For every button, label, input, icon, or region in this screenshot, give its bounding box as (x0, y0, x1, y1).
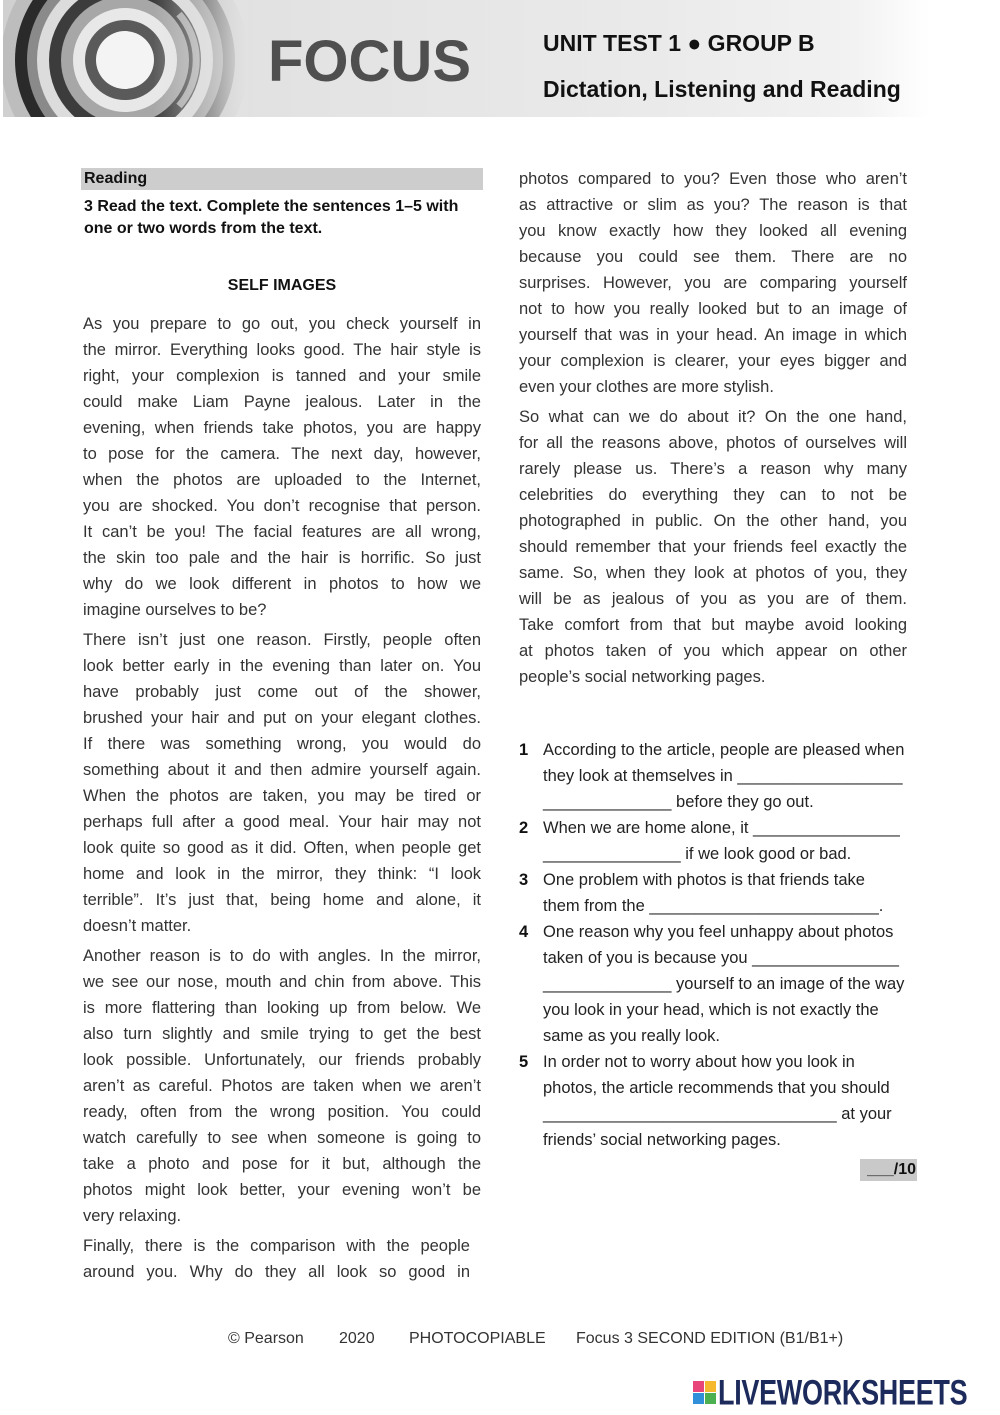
text-line: have probably just come out of the shower, (83, 683, 481, 701)
text-line: When the photos are taken, you may be tired or (83, 787, 481, 805)
text-line: photos compared to you? Even those who aren’t (519, 170, 907, 188)
text-line: the mirror. Everything looks good. The hair style is (83, 341, 481, 359)
question-number: 2 (519, 819, 529, 837)
text-line: even your clothes are more stylish. (519, 378, 774, 396)
text-line: perhaps full after a good meal. Your hair may not (83, 813, 481, 831)
text-line: right, your complexion is tanned and your smile (83, 367, 481, 385)
header-banner (3, 0, 930, 117)
text-line: your complexion is clearer, your eyes bigger and (519, 352, 907, 370)
text-line: surprises. However, you are comparing yourself (519, 274, 907, 292)
text-line: as attractive or slim as you? The reason is that (519, 196, 907, 214)
question-number: 1 (519, 741, 529, 759)
footer-year: 2020 (339, 1330, 375, 1347)
section-heading (81, 168, 483, 190)
question-text-line: them from the _________________________. (543, 897, 884, 915)
text-line: something about it and then admire yourself again. (83, 761, 481, 779)
text-line: So what can we do about it? On the one hand, (519, 408, 907, 426)
question-item (519, 737, 919, 815)
text-line: photographed in public. On the other hand, you (519, 512, 907, 530)
text-line: Another reason is to do with angles. In the mirror, (83, 947, 481, 965)
footer-edition: Focus 3 SECOND EDITION (B1/B1+) (576, 1330, 844, 1347)
article-paragraph (83, 943, 481, 1229)
text-line: look quite so good as it did. Often, when people get (83, 839, 481, 857)
text-line: As you prepare to go out, you check yourself in (83, 315, 481, 333)
article-column-left (83, 311, 481, 1289)
question-list (519, 737, 919, 1153)
question-text-line: photos, the article recommends that you should (543, 1079, 890, 1097)
article-title: SELF IMAGES (227, 277, 337, 294)
text-line: celebrities do everything they can to not be (519, 486, 907, 504)
text-line: the skin too pale and the hair is horrific. So just (83, 549, 481, 567)
liveworksheets-logo-icon (693, 1381, 716, 1404)
question-text-line: ________________________________ at your (543, 1105, 892, 1123)
focus-logo: FOCUS (268, 29, 471, 94)
text-line: It can’t be you! The facial features are all wrong, (83, 523, 481, 541)
text-line: will be as jealous of you as you are of them. (519, 590, 907, 608)
text-line: imagine ourselves to be? (83, 601, 267, 619)
article-paragraph (83, 627, 481, 939)
text-line: look possible. Unfortunately, our friends probably (83, 1051, 481, 1069)
question-text-line: One reason why you feel unhappy about photos (543, 923, 894, 941)
text-line: home and look in the mirror, they think: “I look (83, 865, 481, 883)
question-text-line: taken of you is because you ________________ (543, 949, 899, 967)
question-text-line: you look in your head, which is not exactly the (543, 1001, 879, 1019)
question-item (519, 867, 919, 919)
footer-notice: PHOTOCOPIABLE (409, 1330, 546, 1347)
text-line: people’s social networking pages. (519, 668, 766, 686)
logo-tile (705, 1381, 716, 1392)
text-line: also turn slightly and smile trying to get the best (83, 1025, 481, 1043)
text-line: Finally, there is the comparison with the people (83, 1237, 470, 1255)
camera-lens-icon (3, 0, 248, 117)
text-line: we see our nose, mouth and chin from above. This (83, 973, 481, 991)
question-number: 5 (519, 1053, 529, 1071)
logo-tile (705, 1393, 716, 1404)
text-line: you know exactly how they looked all evening (519, 222, 907, 240)
text-line: to pose for the camera. The next day, however, (83, 445, 481, 463)
text-line: you are shocked. You don’t recognise that person. (83, 497, 481, 515)
score-box: ___/10 (860, 1159, 917, 1181)
question-item (519, 815, 919, 867)
text-line: same. So, when they look at photos of you, they (519, 564, 907, 582)
text-line: ready, often from the wrong position. You could (83, 1103, 481, 1121)
section-label: Reading (84, 170, 148, 187)
text-line: at photos taken of you which appear on other (519, 642, 907, 660)
text-line: could make Liam Payne jealous. Later in the (83, 393, 481, 411)
text-line: should remember that your friends feel exactly the (519, 538, 907, 556)
text-line: doesn’t matter. (83, 917, 192, 935)
question-text-line: same as you really look. (543, 1027, 720, 1045)
instruction-line: 3 Read the text. Complete the sentences 1–5 with (84, 198, 459, 215)
question-text-line: _______________ if we look good or bad. (543, 845, 852, 863)
question-text-line: they look at themselves in __________________ (543, 767, 903, 785)
question-number: 3 (519, 871, 529, 889)
article-paragraph (83, 1233, 481, 1285)
text-line: when the photos are uploaded to the Internet, (83, 471, 481, 489)
text-line: watch carefully to see when someone is going to (83, 1129, 481, 1147)
text-line: not to how you really looked but to an image of (519, 300, 907, 318)
text-line: around you. Why do they all look so good in (83, 1263, 470, 1281)
question-text-line: According to the article, people are pleased when (543, 741, 905, 759)
instruction-line: one or two words from the text. (84, 220, 323, 237)
text-line: because you could see them. There are no (519, 248, 907, 266)
text-line: is more flattering than looking up from below. We (83, 999, 481, 1017)
text-line: why do we look different in photos to how we (83, 575, 481, 593)
text-line: terrible”. It’s just that, being home and alone, it (83, 891, 481, 909)
question-text-line: When we are home alone, it ________________ (543, 819, 900, 837)
footer-publisher: © Pearson (228, 1330, 304, 1347)
liveworksheets-watermark[interactable]: LIVEWORKSHEETS (718, 1373, 968, 1413)
logo-tile (693, 1393, 704, 1404)
question-text-line: ______________ yourself to an image of the way (543, 975, 905, 993)
question-text-line: ______________ before they go out. (543, 793, 814, 811)
text-line: brushed your hair and put on your elegant clothes. (83, 709, 481, 727)
question-item (519, 1049, 919, 1153)
article-paragraph (83, 311, 481, 623)
unit-test-title: UNIT TEST 1 ● GROUP B (543, 30, 815, 56)
question-text-line: friends’ social networking pages. (543, 1131, 781, 1149)
text-line: photos might look better, your evening won’t be (83, 1181, 481, 1199)
text-line: rarely please us. There’s a reason why many (519, 460, 907, 478)
article-paragraph (519, 166, 907, 400)
text-line: very relaxing. (83, 1207, 182, 1225)
task-instruction (84, 196, 484, 240)
question-number: 4 (519, 923, 529, 941)
article-column-right (519, 166, 907, 694)
text-line: yourself that was in your head. An image in which (519, 326, 907, 344)
text-line: for all the reasons above, photos of ourselves will (519, 434, 907, 452)
text-line: Take comfort from that but maybe avoid looking (519, 616, 907, 634)
question-item (519, 919, 919, 1049)
test-subtitle: Dictation, Listening and Reading (543, 76, 901, 102)
text-line: evening, when friends take photos, you are happy (83, 419, 481, 437)
article-paragraph (519, 404, 907, 690)
question-text-line: In order not to worry about how you look in (543, 1053, 855, 1071)
text-line: aren’t as careful. Photos are taken when we aren’t (83, 1077, 481, 1095)
text-line: If there was something wrong, you would do (83, 735, 481, 753)
text-line: There isn’t just one reason. Firstly, people often (83, 631, 481, 649)
logo-tile (693, 1381, 704, 1392)
text-line: take a photo and pose for it but, although the (83, 1155, 481, 1173)
text-line: look better early in the evening than later on. You (83, 657, 481, 675)
question-text-line: One problem with photos is that friends take (543, 871, 865, 889)
